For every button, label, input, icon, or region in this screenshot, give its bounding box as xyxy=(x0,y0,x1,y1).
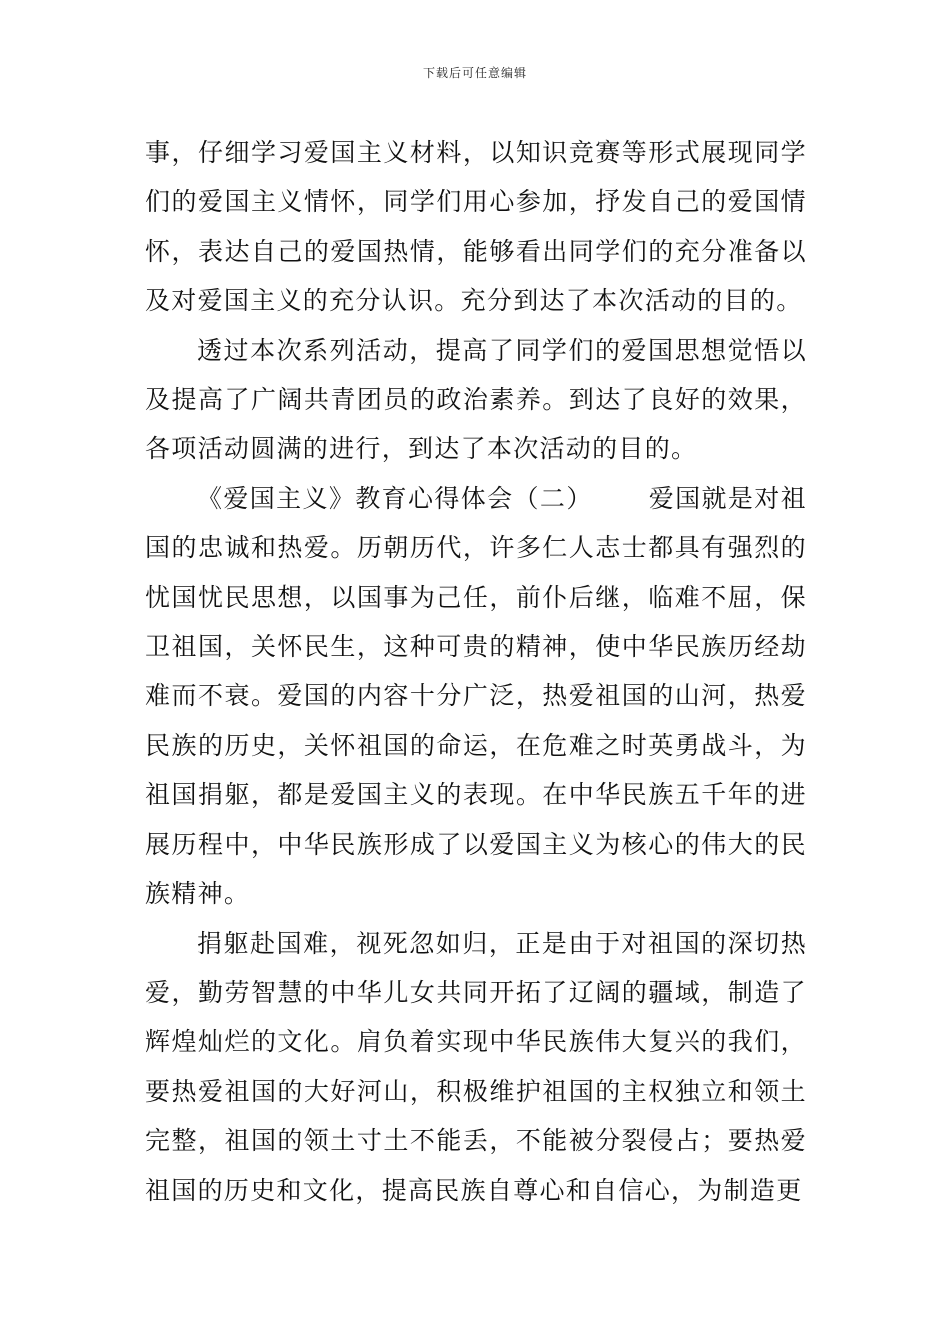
paragraph-1: 事，仔细学习爱国主义材料，以知识竞赛等形式展现同学们的爱国主义情怀，同学们用心参加，抒发自己的爱国情怀，表达自己的爱国热情，能够看出同学们的充分准备以及对爱国主义的充分认识。充分到达了本次活动的目的。 xyxy=(145,138,807,316)
paragraph-4: 捐躯赴国难，视死忽如归，正是由于对祖国的深切热爱，勤劳智慧的中华儿女共同开拓了辽阔的疆域，制造了辉煌灿烂的文化。肩负着实现中华民族伟大复兴的我们，要热爱祖国的大好河山，积极维护祖国的主权独立和领土完整，祖国的领土寸土不能丢，不能被分裂侵占；要热爱祖国的历史和文化，提高民族自尊心和自信心，为制造更 xyxy=(145,928,807,1205)
section-title: 《爱国主义》教育心得体会（二） xyxy=(197,483,593,513)
paragraph-3-text: 爱国就是对祖国的忠诚和热爱。历朝历代，许多仁人志士都具有强烈的忧国忧民思想，以国事为己任，前仆后继，临难不屈，保卫祖国，关怀民生，这种可贵的精神，使中华民族历经劫难而不衰。爱国的内容十分广泛，热爱祖国的山河，热爱民族的历史，关怀祖国的命运，在危难之时英勇战斗，为祖国捐躯，都是爱国主义的表现。在中华民族五千年的进展历程中，中华民族形成了以爱国主义为核心的伟大的民族精神。 xyxy=(145,483,807,909)
document-body xyxy=(145,128,807,1215)
paragraph-2: 透过本次系列活动，提高了同学们的爱国思想觉悟以及提高了广阔共青团员的政治素养。到达了良好的效果，各项活动圆满的进行，到达了本次活动的目的。 xyxy=(145,335,807,464)
page-header: 下载后可任意编辑 xyxy=(422,66,527,80)
paragraph-3 xyxy=(145,474,807,919)
